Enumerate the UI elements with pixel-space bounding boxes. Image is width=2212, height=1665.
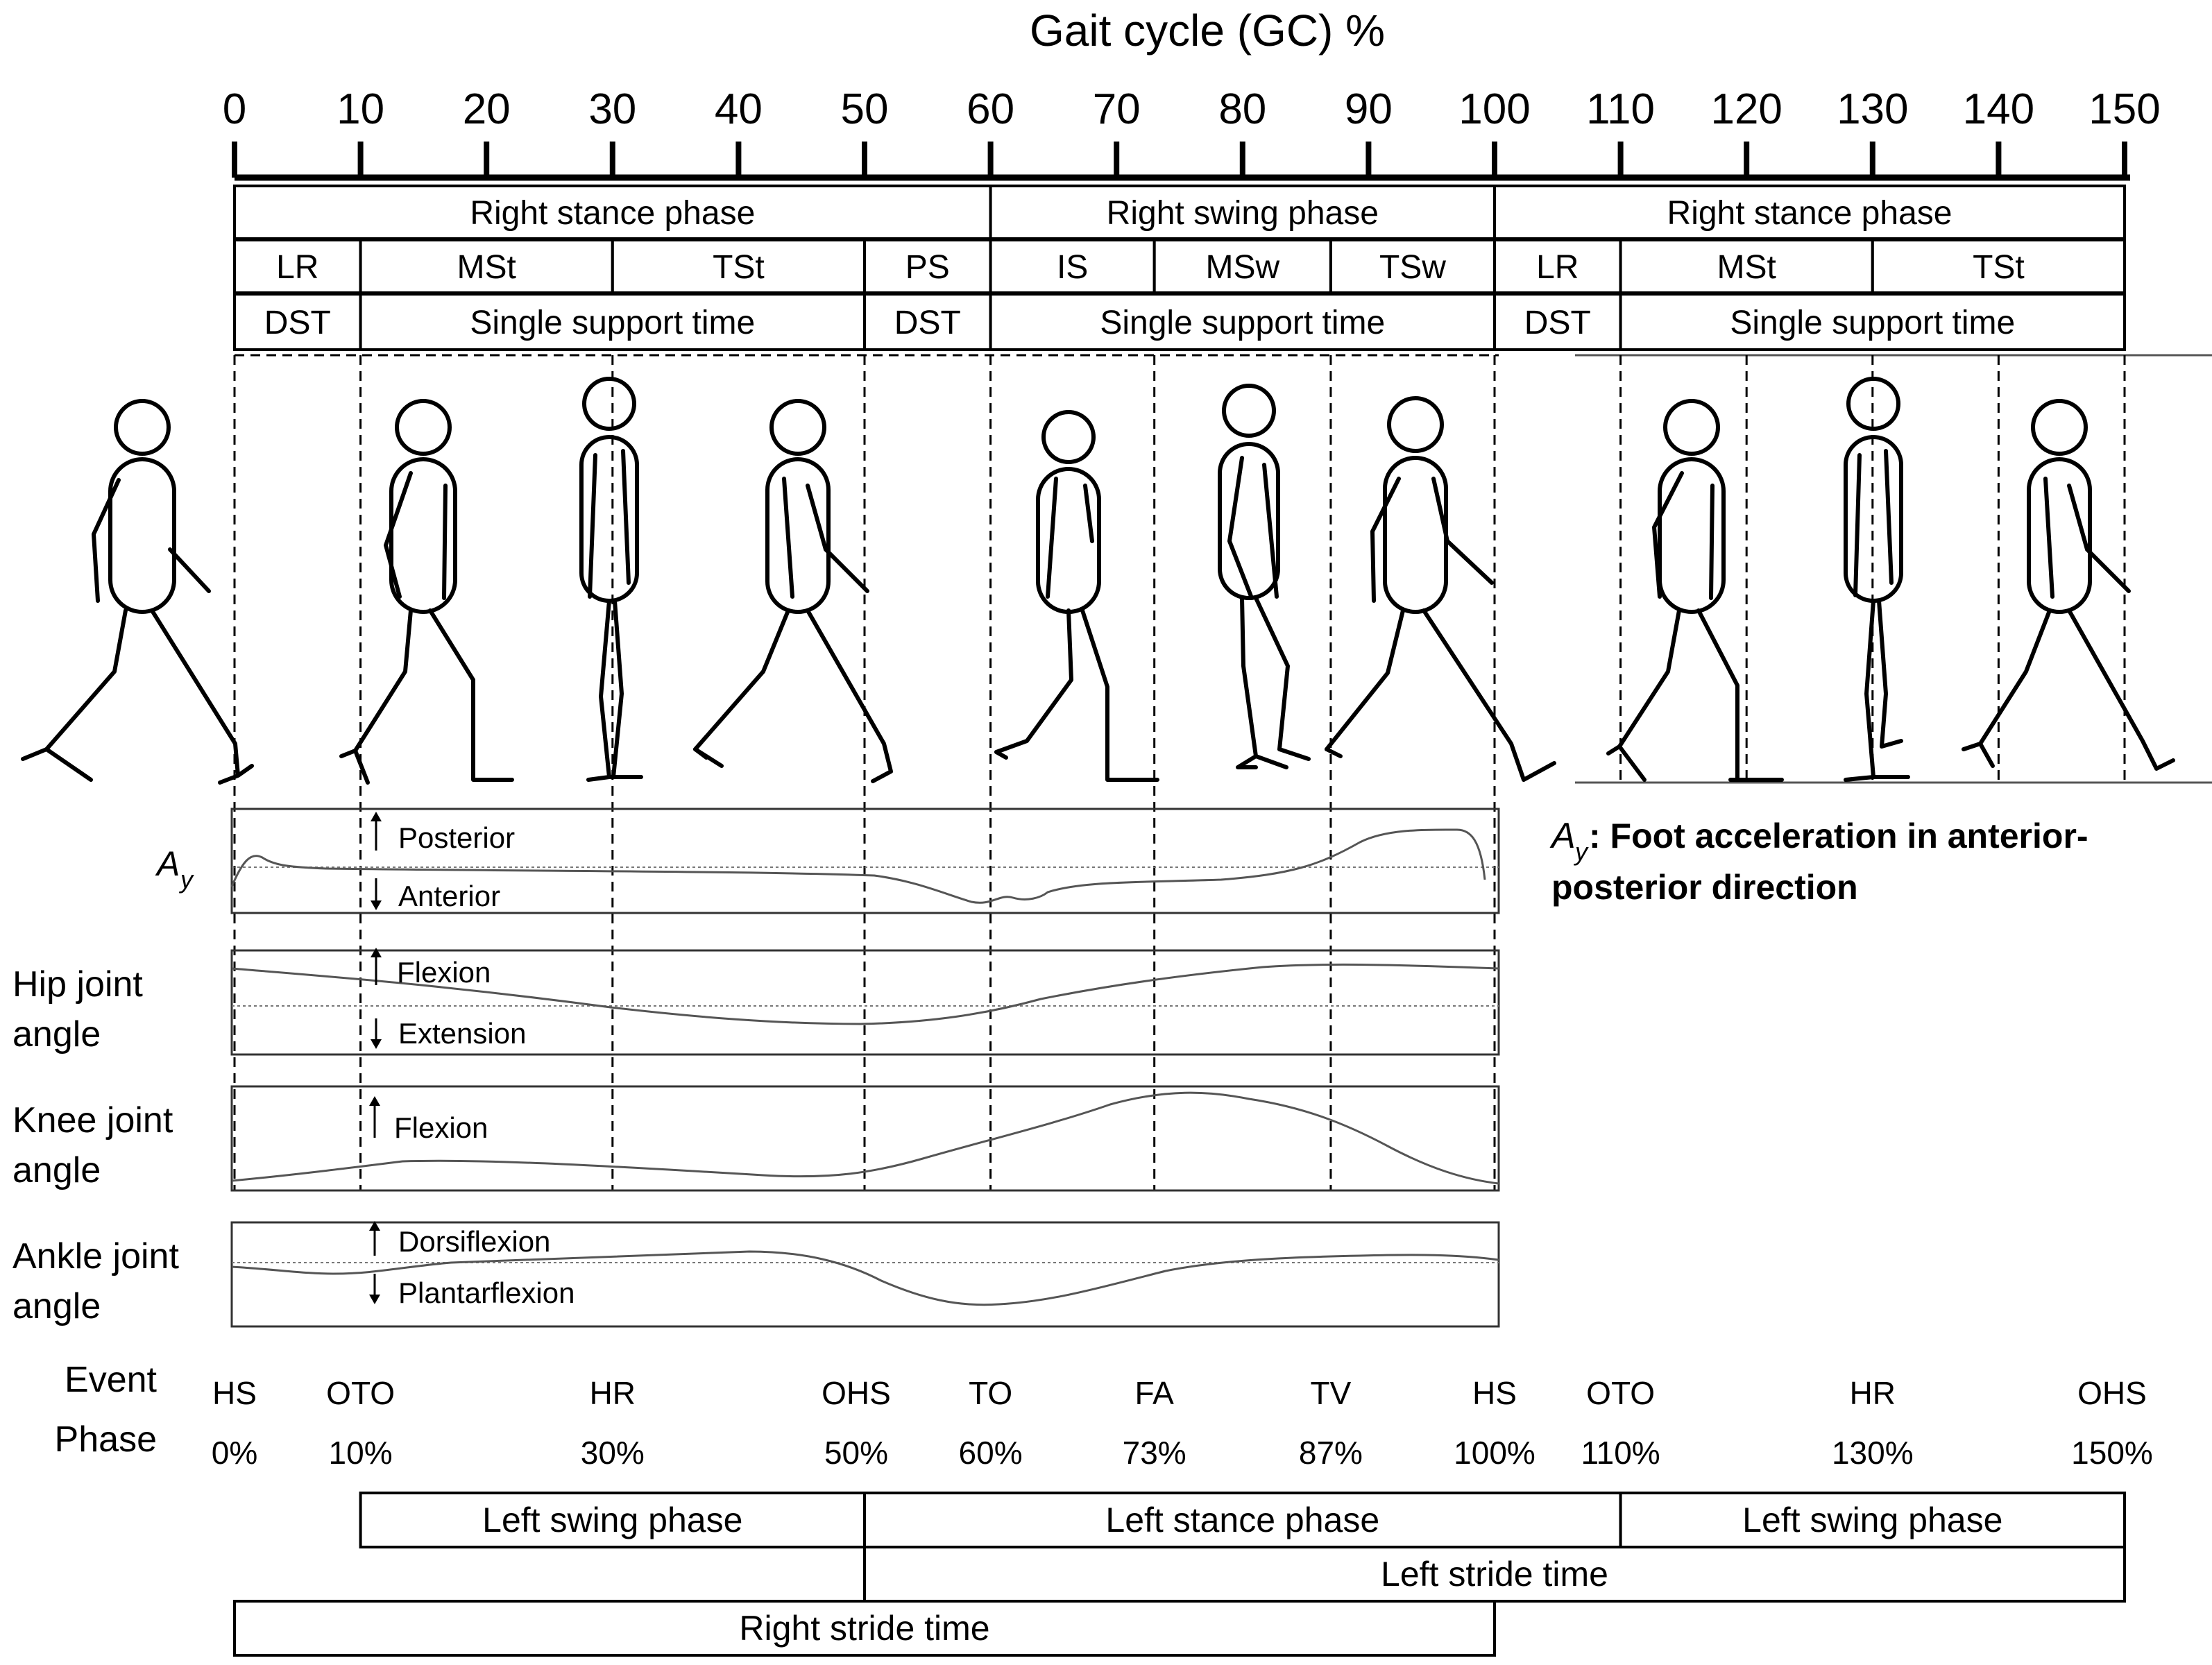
phase-label: 150% [2071,1435,2153,1471]
subphase-label: MSt [457,249,516,286]
axis-ticks [223,85,2161,178]
ay-legend [1549,816,2088,907]
phase-row [235,186,2125,239]
support-label: Single support time [1730,305,2016,341]
walking-figure [1846,379,1908,780]
ay-up-label: Posterior [398,821,516,854]
left-bar-label: Left stride time [1381,1555,1608,1594]
ankle-up-label: Dorsiflexion [398,1225,551,1258]
walking-figure [1964,401,2173,769]
support-row [235,294,2125,350]
subphase-label: MSw [1205,249,1280,286]
ankle-panel [12,1221,1499,1326]
knee-label-line2: angle [12,1150,101,1190]
axis-tick-label: 50 [840,85,889,133]
ankle-down-label: Plantarflexion [398,1276,575,1309]
hip-down-label: Extension [398,1017,527,1050]
left-leg-bars [235,1493,2125,1655]
event-label: TO [969,1375,1013,1411]
axis-tick-label: 90 [1344,85,1393,133]
subphase-row [235,240,2125,293]
axis-tick-label: 110 [1586,85,1656,133]
diagram-title: Gait cycle (GC) % [1029,6,1386,56]
phase-label: Right stance phase [470,195,756,232]
event-label: OTO [1586,1375,1656,1411]
figure-strip-frame [235,355,2212,783]
ay-label-main: A [157,844,180,883]
ay-legend-sub: y [1575,837,1588,866]
phase-label: Right stance phase [1667,195,1952,232]
axis-tick-label: 80 [1218,85,1267,133]
ay-legend-symbol: A [1551,816,1576,856]
ankle-label-line1: Ankle joint [12,1236,179,1276]
axis-tick-label: 60 [967,85,1015,133]
phase-label: 60% [958,1435,1023,1471]
axis-tick-label: 40 [714,85,763,133]
axis-tick-label: 140 [1962,85,2035,133]
phase-label: 130% [1831,1435,1914,1471]
phase-label: 110% [1581,1435,1660,1471]
ankle-label-line2: angle [12,1286,101,1326]
axis-tick-label: 100 [1458,85,1531,133]
event-label: HR [589,1375,636,1411]
phase-label: 10% [328,1435,393,1471]
hip-label-line1: Hip joint [12,964,143,1005]
ay-label-sub: y [180,865,193,894]
axis-tick-label: 10 [337,85,385,133]
axis-tick-label: 130 [1837,85,1909,133]
support-label: DST [894,305,961,341]
subphase-label: LR [276,249,319,286]
event-label: TV [1310,1375,1352,1411]
axis-tick-label: 150 [2088,85,2161,133]
ay-up-arrowhead [371,812,382,821]
knee-up-label: Flexion [394,1111,488,1144]
ay-down-arrowhead [371,900,382,910]
event-label: HS [212,1375,257,1411]
walking-figure [23,401,252,783]
hip-down-arrowhead [371,1039,382,1049]
left-bar-label: Left swing phase [1742,1501,2003,1539]
subphase-label: TSt [1973,249,2025,286]
axis-tick-label: 0 [222,85,247,133]
support-label: DST [264,305,331,341]
knee-label-line1: Knee joint [12,1100,173,1141]
walking-figure [1327,398,1554,780]
subphase-label: TSt [713,249,765,286]
phase-label: 30% [580,1435,645,1471]
phase-label: Right swing phase [1106,195,1379,232]
event-marker-lines [235,355,2125,1190]
walking-figures [23,379,2173,783]
subphase-label: MSt [1717,249,1776,286]
axis-tick-label: 70 [1092,85,1141,133]
axis-tick-label: 120 [1710,85,1783,133]
ay-legend-line1: : Foot acceleration in anterior- [1589,817,2088,855]
ay-panel [155,809,1499,913]
subphase-label: PS [905,249,950,286]
event-header: Event [65,1360,157,1400]
support-label: DST [1524,305,1591,341]
gait-axis [223,85,2161,178]
event-label: OTO [326,1375,395,1411]
support-label: Single support time [1100,305,1386,341]
phase-label: 87% [1298,1435,1363,1471]
walking-figure [1220,386,1309,767]
subphase-label: TSw [1379,249,1446,286]
subphase-label: IS [1056,249,1089,286]
phase-label: 73% [1122,1435,1186,1471]
left-bar-label: Right stride time [739,1609,990,1648]
event-label: FA [1134,1375,1174,1411]
event-label: OHS [2077,1375,2147,1411]
event-labels [212,1375,2153,1471]
walking-figure [341,401,512,783]
event-phase-table [55,1360,2153,1471]
phase-header: Phase [54,1419,157,1460]
left-bar-label: Left swing phase [482,1501,743,1539]
walking-figure [695,401,891,781]
walking-figure [581,379,641,780]
phase-label: 0% [211,1435,258,1471]
axis-tick-label: 20 [462,85,511,133]
left-bar-label: Left stance phase [1105,1501,1380,1539]
ankle-down-arrowhead [369,1295,380,1304]
support-label: Single support time [470,305,756,341]
event-label: HR [1849,1375,1896,1411]
hip-up-arrowhead [371,948,382,957]
phase-label: 100% [1454,1435,1535,1471]
walking-figure [996,412,1157,780]
hip-up-label: Flexion [397,956,491,989]
event-label: OHS [822,1375,891,1411]
subphase-label: LR [1536,249,1579,286]
knee-up-arrowhead [369,1096,380,1106]
phase-table [235,186,2125,350]
event-label: HS [1472,1375,1517,1411]
phase-label: 50% [824,1435,889,1471]
walking-figure [1608,401,1782,780]
ay-down-label: Anterior [398,880,501,912]
axis-tick-label: 30 [588,85,637,133]
hip-label-line2: angle [12,1014,101,1054]
ay-legend-line2: posterior direction [1551,868,1858,907]
